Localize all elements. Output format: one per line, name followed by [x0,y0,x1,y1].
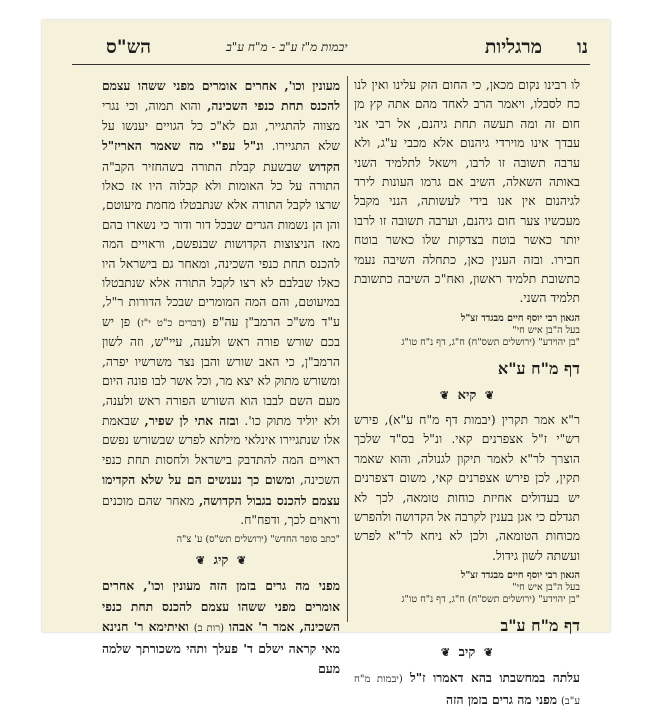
bold-text: עלתה במחשבתו בהא דאמרו ז"ל [409,670,580,686]
right-column [354,76,580,707]
bold-text: מפני מה גרים בזמן הזה [446,691,558,707]
ornament-icon: ❦ [483,646,494,660]
source-citation [354,570,580,606]
source-line: "בן יהוידע" (ירושלים תשס"ח) ח"ג, דף נ"ח טו"ג [401,336,580,348]
daf-heading [354,357,580,381]
paragraph: לו רבינו נקום מכאן, כי החום הזק עלינו ואין לנו כח לסבלו, ויאמר הרב לאחד מהם אתה קץ מן חום זה ומה תעשה תחת גיהנם, אל רבי אני עבדך אינו מוירדי גיהנום אלא מכבי ע"ג, ולא ערבה תשובה זו לרבו, וישאל לתלמיד השני באותה השאלה, השיב אם גרמו העונות לירד לגיהנום אין אנו בידי לעשותה, הנני מקבל מעכשיו צער חום גיהנם, וערבה תשובה זו לרבו יותר כאשר בוטח בצדקות שלו כאשר בוטח חבירו. ובזה הענין כאן, כתחלה השיבה נעמי כתשובת תלמיד ראשון, ואח"כ השיבה כתשובת תלמיד השני. [354,78,580,306]
paragraph [102,576,340,679]
paragraph [354,668,580,711]
siman-number: קיב [458,645,476,661]
bold-text: ואיתימא ר' חנינא מאי קראה [102,619,340,656]
left-column [102,76,340,676]
reference: (יבמות מ"ח ע"ב) [354,674,580,707]
bold-text: ישלם ד' פעלך ותהי משכורתך שלמה מעם [102,640,340,676]
siman-heading [102,550,340,572]
source-line: הגאון רבי יוסף חיים מבגדד זצ"ל [460,312,580,324]
ornament-icon: ❦ [440,646,451,660]
bold-text: מעונין וכו', אחרים אומרים מפני ששהו עצמם להכנס תחת כנפי השכינה, [102,78,340,114]
ornament-icon: ❦ [439,388,450,402]
siman-number: קיא [457,387,477,403]
page-title: מרגליות [484,36,542,58]
source-citation [354,313,580,349]
reference: (דברים כ"ט י"ז) [136,317,206,329]
document-page [42,20,610,707]
daf-heading [354,614,580,638]
paragraph [102,76,340,530]
page-header [76,34,588,62]
source-line: בעל ה"בן איש חי" [512,324,580,336]
text: פן יש בכם שורש פורה ראש ולענה, עיי"ש, וזה לשון הרמב"ן, כי האב שורש והבן נצר משרשיו יפרה, ומשורש מתוק לא יצא מר, וכל אשר לבו פונה היום מעם השם לבבו הוא השורש הפורה ראש ולענה, ולא יוליד מתוק כו'. [102,314,340,428]
header-right-title: הש"ס [106,36,152,58]
text: מאחר שהם מוכנים וראוים לכך, ודפח"ח. [102,493,340,527]
source-line: הגאון רבי יוסף חיים מבגדד זצ"ל [460,570,580,582]
ornament-icon: ❦ [236,554,247,568]
ornament-icon: ❦ [484,388,495,402]
siman-heading [354,642,580,664]
siman-number: קיג [213,553,229,569]
text: שבאמת אלו שנתגיירו אינלאי מילתא לפרש שבשורש נפשם ראויים המה להתדבק בישראל ולחסות תחת כנפי השכינה, [102,413,340,488]
bold-text: ובזה אתי לן שפיר, [144,412,239,428]
ornament-icon: ❦ [195,554,206,568]
section-reference: יבמות מ"ז ע"ב - מ"ח ע"ב [226,40,348,54]
text: והוא תמוה, וכי נגרי מצווה להתגייר, וגם לא"כ כל הגויים יענשו על שלא התגיירו. [102,99,340,154]
reference: (רות ב) [193,623,225,635]
paragraph: ר"א אמר תקרין (יבמות דף מ"ח ע"א), פירש רש"י ז"ל אצפרנים קאי. ונ"ל בס"ד שלכך הוצרך לר"א לאמר תיקון לגנולה, והוא שאמר תקין, לכן פירש אצפרנים קאי, משום דצפרנים יש בעדולים אחיזת כוחות טומאה, לכך לא תגדלם כי אגן בענין לקרבה אל הקדושה ולהפרש מכוחות הטומאה, ולכן לא ניחא לר"א לפרש ועשתה לשון גידול. [354,412,580,563]
source-line: "כתב סופר החדש" (ירושלים תש"ס) ע' צ"ה [176,534,340,546]
daf-heading-text: דף מ"ח ע"א [497,358,580,378]
bold-text: ונ"ל עפ"י מה שאמר האריז"ל הקדוש [102,138,340,174]
siman-heading [354,385,580,407]
text: שבשעת קבלת התורה בשהחזיר הקב"ה התורה על כל האומות ולא קבלוה היו אז כאלו שרצו לקבל התורה אלא שנתבטלו מחמת מיעוטם, והן הן נשמות הגרים שבכל דור ודור כי נשארו בהם מאז הניצוצות הקדושות שבנפשם, וראויים המה להכנס תחת כנפי השכינה, ומאחר גם בישראל היו כאלו שבלבם לא רצו לקבל התורה אלא שנתבטלו במיעוטם, והם המה המומרים שבכל הדורות ר"ל, ע"ד מש"כ הרמב"ן עה"פ [102,159,340,329]
source-line: בעל ה"בן איש חי" [512,582,580,594]
bold-text: ומשום כך נענשים הם על שלא הקדימו עצמם להכנס בגבול הקדושה, [102,472,340,508]
daf-heading-text: דף מ"ח ע"ב [500,616,580,636]
bold-text: מפני מה גרים בזמן הזה מעונין וכו', אחרים אומרים מפני ששהו עצמם להכנס תחת כנפי השכינה, אמר ר' אבהו [102,578,340,635]
column-divider [347,76,348,622]
header-rule [72,64,590,65]
source-citation [102,534,340,546]
page-number: נו [576,36,588,58]
source-line: "בן יהוידע" (ירושלים תשס"ח) ח"ג, דף נ"ח טו"ג [401,594,580,606]
